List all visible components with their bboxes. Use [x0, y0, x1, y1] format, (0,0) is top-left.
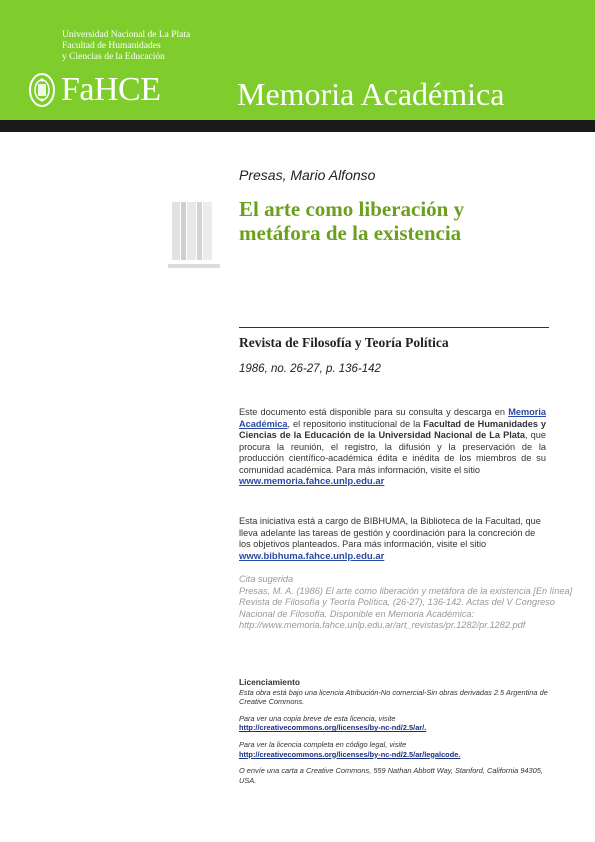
info-text-b: , el repositorio institucional de la: [287, 418, 424, 429]
document-title-line-1: El arte como liberación y: [239, 197, 465, 221]
license-full-link[interactable]: http://creativecommons.org/licenses/by-nc-nd/2.5/ar/legalcode.: [239, 749, 461, 759]
citation-text: Presas, M. A. (1986) El arte como liberación y metáfora de la existencia [En línea] Revista de Filosofía y Teoría Política, (26-27), 136-142. Actas del V Congreso Nacional de Filosofía. Disponible en Memoria Académica:: [239, 585, 573, 619]
repository-name: Memoria Académica: [237, 76, 505, 112]
suggested-citation: [239, 574, 584, 632]
memoria-academica-link[interactable]: Memoria Académica: [239, 407, 546, 429]
document-title: [239, 197, 559, 245]
info-text-c: , que procura la reunión, el registro, la difusión y la preservación de la producción científico-académica édita e inédita de los miembros de su comunidad académica. Para más información, visite el sitio: [239, 430, 546, 475]
title-divider: [239, 327, 549, 328]
university-line-3: y Ciencias de la Educación: [62, 52, 165, 62]
document-author: Presas, Mario Alfonso: [239, 167, 376, 183]
memoria-site-link[interactable]: www.memoria.fahce.unlp.edu.ar: [239, 476, 385, 487]
citation-label: Cita sugerida: [239, 574, 294, 584]
header-divider-bar: [0, 120, 595, 132]
bibhuma-text: Esta iniciativa está a cargo de BIBHUMA, la Biblioteca de la Facultad, que lleva adelante las tareas de gestión y coordinación para la concreción de los objetivos planteados. Para más información, visite el sitio: [239, 516, 541, 549]
citation-details: 1986, no. 26-27, p. 136-142: [239, 363, 381, 375]
license-full-label: Para ver la licencia completa en código legal, visite: [239, 739, 407, 749]
license-heading: Licenciamiento: [239, 677, 300, 687]
license-intro: Esta obra está bajo una licencia Atribución-No comercial-Sin obras derivadas 2.5 Argentina de Creative Commons.: [239, 687, 548, 707]
journal-name: Revista de Filosofía y Teoría Política: [239, 335, 449, 350]
university-name: [62, 30, 190, 63]
university-line-1: Universidad Nacional de La Plata: [62, 30, 191, 40]
license-section: [239, 678, 549, 785]
repository-info-paragraph: [239, 407, 546, 488]
citation-url: http://www.memoria.fahce.unlp.edu.ar/art_revistas/pr.1282/pr.1282.pdf: [239, 620, 526, 630]
document-title-line-2: metáfora de la existencia: [239, 221, 462, 245]
license-brief-link[interactable]: http://creativecommons.org/licenses/by-nc-nd/2.5/ar/.: [239, 723, 427, 733]
bibhuma-site-link[interactable]: www.bibhuma.fahce.unlp.edu.ar: [239, 550, 385, 562]
bibhuma-info-paragraph: [239, 516, 546, 562]
institution-name: Facultad de Humanidades y Ciencias de la Educación de la Universidad Nacional de La Plata: [239, 418, 546, 440]
university-seal-icon: [28, 72, 56, 108]
info-text-a: Este documento está disponible para su consulta y descarga en: [239, 407, 509, 417]
license-brief-label: Para ver una copia breve de esta licencia, visite: [239, 713, 396, 723]
fahce-logo-text: FaHCE: [61, 71, 161, 108]
university-line-2: Facultad de Humanidades: [62, 41, 161, 51]
books-logo-icon: [166, 198, 226, 272]
license-mail-address: O envíe una carta a Creative Commons, 559 Nathan Abbott Way, Stanford, California 94305, USA.: [239, 766, 543, 785]
